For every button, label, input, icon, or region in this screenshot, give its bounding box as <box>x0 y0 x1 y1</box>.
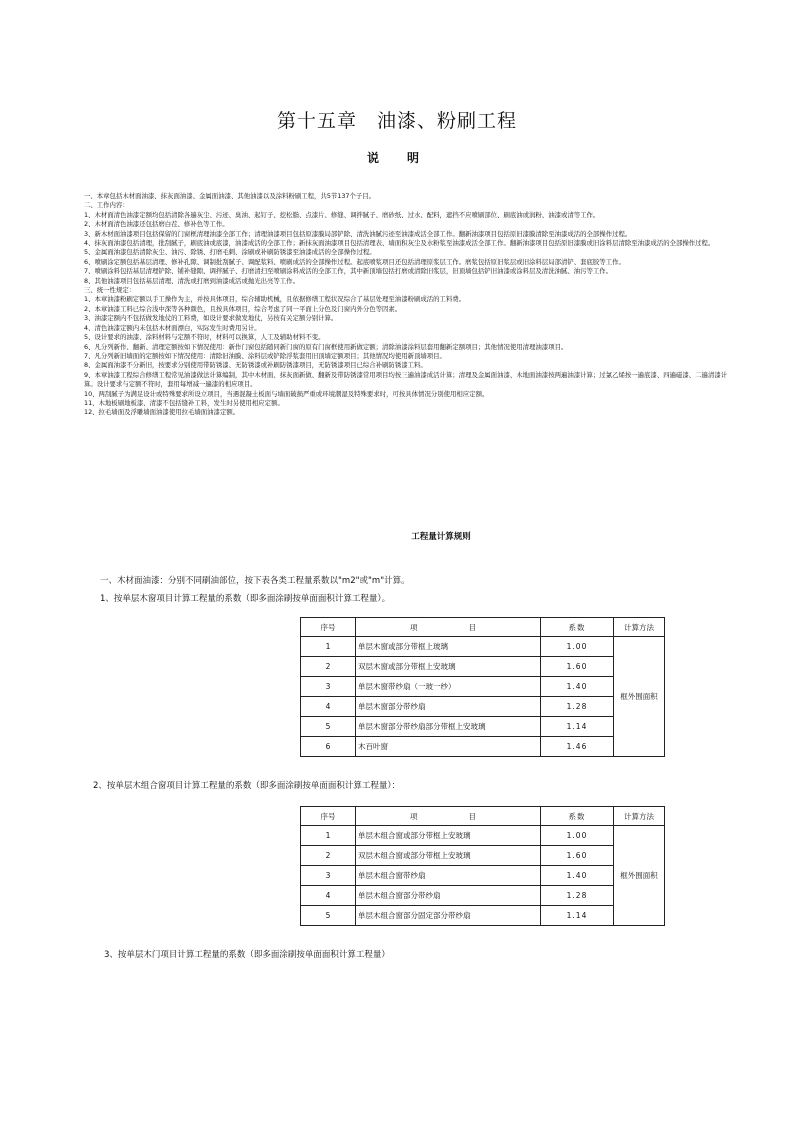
coefficient-table-1 <box>300 617 665 757</box>
row-no: 3 <box>301 866 356 886</box>
section-one-text: 一、木材面油漆：分别不同刷油部位，按下表各类工程量系数以"m2"或"m"计算。 <box>100 576 410 586</box>
row-item: 单层木窗或部分带框上玻璃 <box>356 637 541 657</box>
row-coefficient: 1.28 <box>541 697 614 717</box>
header-coefficient: 系数 <box>541 807 614 826</box>
table2-caption: 2、按单层木组合窗项目计算工程量的系数（即多面涂刷按单面面积计算工程量）： <box>93 781 401 791</box>
table-header-row <box>301 618 665 637</box>
note-line: 8、其他油漆项目包括基层清理、清洗或打磨到油漆成活或抛光出亮等工作。 <box>84 276 299 285</box>
row-item: 单层木窗部分带纱扇 <box>356 697 541 717</box>
note-line: 3、油漆定额内不包括做发地仗的工料费，如设计要求做发地仗，另按有关定额分别计算。 <box>84 314 338 323</box>
note-line: 10、两刮腻子为满足设计或特殊要求所设立项目，当遇混凝土板面与墙面破损严重或环境潮湿及特殊要求时，可按具体情况分别使用相应定额。 <box>84 389 489 398</box>
header-coefficient: 系数 <box>541 618 614 637</box>
table-row <box>301 677 665 697</box>
table-row <box>301 866 665 886</box>
note-line: 7、喷刷涂料包括基层清理铲除、铺补缝隙、调拌腻子、打磨清扫至喷刷涂料成活的全部工作，其中新顶墙包括打磨或清除旧浆层，旧顶墙包括铲旧油漆或涂料层及清洗油腻、油污等工作。 <box>84 267 613 276</box>
row-no: 4 <box>301 886 356 906</box>
row-coefficient: 1.46 <box>541 737 614 757</box>
row-item: 单层木组合窗或部分带框上安玻璃 <box>356 826 541 846</box>
row-coefficient: 1.14 <box>541 906 614 926</box>
note-line: 5、设计要求的油漆、涂料材料与定额不符时，材料可以换算，人工及辅助材料不变。 <box>84 333 325 342</box>
table-row <box>301 826 665 846</box>
explanation-notes <box>62 192 738 418</box>
row-no: 2 <box>301 846 356 866</box>
row-item: 单层木窗带纱扇（一玻一纱） <box>356 677 541 697</box>
row-coefficient: 1.60 <box>541 846 614 866</box>
row-item: 单层木组合窗带纱扇 <box>356 866 541 886</box>
row-item: 单层木组合窗部分固定部分带纱扇 <box>356 906 541 926</box>
row-coefficient: 1.40 <box>541 677 614 697</box>
table1-caption: 1、按单层木窗项目计算工程量的系数（即多面涂刷按单面面积计算工程量）。 <box>100 594 391 604</box>
row-no: 1 <box>301 637 356 657</box>
row-no: 4 <box>301 697 356 717</box>
header-method: 计算方法 <box>614 807 665 826</box>
row-coefficient: 1.00 <box>541 826 614 846</box>
note-line: 6、凡分列新作、翻新、清理定额按如下情况使用：新作门窗包括随同新门窗的原有门窗框使用新做定额；清除油漆涂料层套用翻新定额项目；其他情况使用清理油漆项目。 <box>84 342 568 351</box>
note-line: 4、清色油漆定额内未包括木材面漂白，实际发生时费用另计。 <box>84 323 261 332</box>
row-no: 5 <box>301 717 356 737</box>
method-cell: 框外围面积 <box>614 637 665 757</box>
header-no: 序号 <box>301 807 356 826</box>
row-item: 木百叶窗 <box>356 737 541 757</box>
row-coefficient: 1.60 <box>541 657 614 677</box>
header-method: 计算方法 <box>614 618 665 637</box>
note-line: 2、本章油漆工料已综合浅中深等各种颜色，且按具体项目，综合考虑了同一平面上分色及门窗内外分色等因素。 <box>84 304 402 313</box>
note-line: 一、本章包括木材面油漆、抹灰面油漆、金属面油漆、其他油漆以及涂料粉刷工程，共5节137个子目。 <box>84 192 376 200</box>
row-no: 3 <box>301 677 356 697</box>
table3-caption: 3、按单层木门项目计算工程量的系数（即多面涂刷按单面面积计算工程量） <box>104 950 390 960</box>
section-subtitle: 说 明 <box>366 151 427 165</box>
header-no: 序号 <box>301 618 356 637</box>
note-line: 二、工作内容： <box>84 201 129 210</box>
chapter-title: 第十五章 油漆、粉刷工程 <box>276 110 517 132</box>
row-item: 双层木组合窗或部分带框上安玻璃 <box>356 846 541 866</box>
coefficient-table-2 <box>300 806 665 926</box>
row-item: 单层木组合窗部分带纱扇 <box>356 886 541 906</box>
note-line: 1、木材面清色油漆定额均包括清除各遍灰尘、污迹、臭油、起钉子、挖松脂、点漆片、修缝、调拌腻子、磨砂纸、过水、配料，遮挡不应喷刷部位、刷底油或润粉、油漆或清等工作。 <box>84 210 600 219</box>
row-no: 5 <box>301 906 356 926</box>
table-row <box>301 846 665 866</box>
note-line: 7、凡分列新旧墙面的定额按如下情况使用：清除旧油膜、涂料层或铲除浮浆套用旧顶墙定额项目；其他情况均使用新顶墙项目。 <box>84 351 446 360</box>
table-row <box>301 717 665 737</box>
table-row <box>301 697 665 717</box>
note-line: 5、金属面油漆包括清除灰尘、油污、除锈、打磨毛刺、涂刷或补刷防锈漆至油漆成活的全部操作过程。 <box>84 248 376 257</box>
note-line: 9、本章油漆工程综合修缮工程常见油漆做法计算编制，其中木材面、抹灰面新做、翻新及带防锈漆常用项目均按三遍油漆成活计算；清理及金属面油漆、木地面油漆按两遍油漆计算；过氯乙烯按一遍底漆、四遍磁漆、二遍清漆计算。设计要求与定额不符时，套用每增减一遍漆的相应项目。 <box>84 370 728 389</box>
header-item: 项 目 <box>356 618 541 637</box>
row-item: 单层木窗部分带纱扇部分带框上安玻璃 <box>356 717 541 737</box>
rules-heading: 工程量计算规则 <box>411 532 471 542</box>
note-line: 3、新木材面油漆项目包括保留的门窗框清理油漆全部工作；清理油漆项目包括原漆膜局部铲除、清洗油腻污迹至油漆成活全部工作。翻新油漆项目包括原旧漆膜清除至油漆成活的全部操作过程。 <box>84 229 632 238</box>
table-header-row <box>301 807 665 826</box>
row-coefficient: 1.28 <box>541 886 614 906</box>
row-no: 1 <box>301 826 356 846</box>
method-cell: 框外围面积 <box>614 826 665 926</box>
row-coefficient: 1.14 <box>541 717 614 737</box>
note-line: 8、金属面油漆不分新旧，按要求分别使用带防锈漆、无防锈漆或补刷防锈漆项目，无防锈漆项目已综合补刷防锈漆工料。 <box>84 361 427 370</box>
row-no: 2 <box>301 657 356 677</box>
row-coefficient: 1.40 <box>541 866 614 886</box>
table-row <box>301 637 665 657</box>
note-line: 6、喷刷涂定额包括基层清理、修补孔隙、调制批刮腻子、调配浆料、喷刷成活的全部操作过程。起底喷浆项目还包括清理原浆层工作。磨浆包括原旧浆层或旧涂料层局部清铲、套底胶等工作。 <box>84 257 625 266</box>
note-line: 1、本章油漆粉刷定额以手工操作为主，并按具体项目，综合辅助机械，且依据修缮工程状况综合了基层处理至油漆粉刷成活的工料费。 <box>84 295 466 304</box>
table-row <box>301 737 665 757</box>
row-coefficient: 1.00 <box>541 637 614 657</box>
table-row <box>301 657 665 677</box>
note-line: 12、拉毛墙面及浮雕墙面油漆使用拉毛墙面油漆定额。 <box>84 408 240 417</box>
row-no: 6 <box>301 737 356 757</box>
note-line: 三、统一性规定： <box>84 286 136 295</box>
table-row <box>301 906 665 926</box>
note-line: 2、木材面清色油漆还包括磨白茬、修补色等工作。 <box>84 220 229 229</box>
row-item: 双层木窗或部分带框上安玻璃 <box>356 657 541 677</box>
note-line: 11、木地板刷地板漆、清漆不包括缝补工料，发生时另使用相应定额。 <box>84 398 284 407</box>
header-item: 项 目 <box>356 807 541 826</box>
table-row <box>301 886 665 906</box>
note-line: 4、抹灰面油漆包括清理，批刮腻子，刷底油或底漆，油漆成活的全部工作；新抹灰面油漆项目包括清理表、墙面积灰尘及水粉浆至油漆成活全部工作。翻新油漆项目包括原旧漆膜或旧涂料层清除至油漆成活的全部操作过程。 <box>84 239 715 248</box>
